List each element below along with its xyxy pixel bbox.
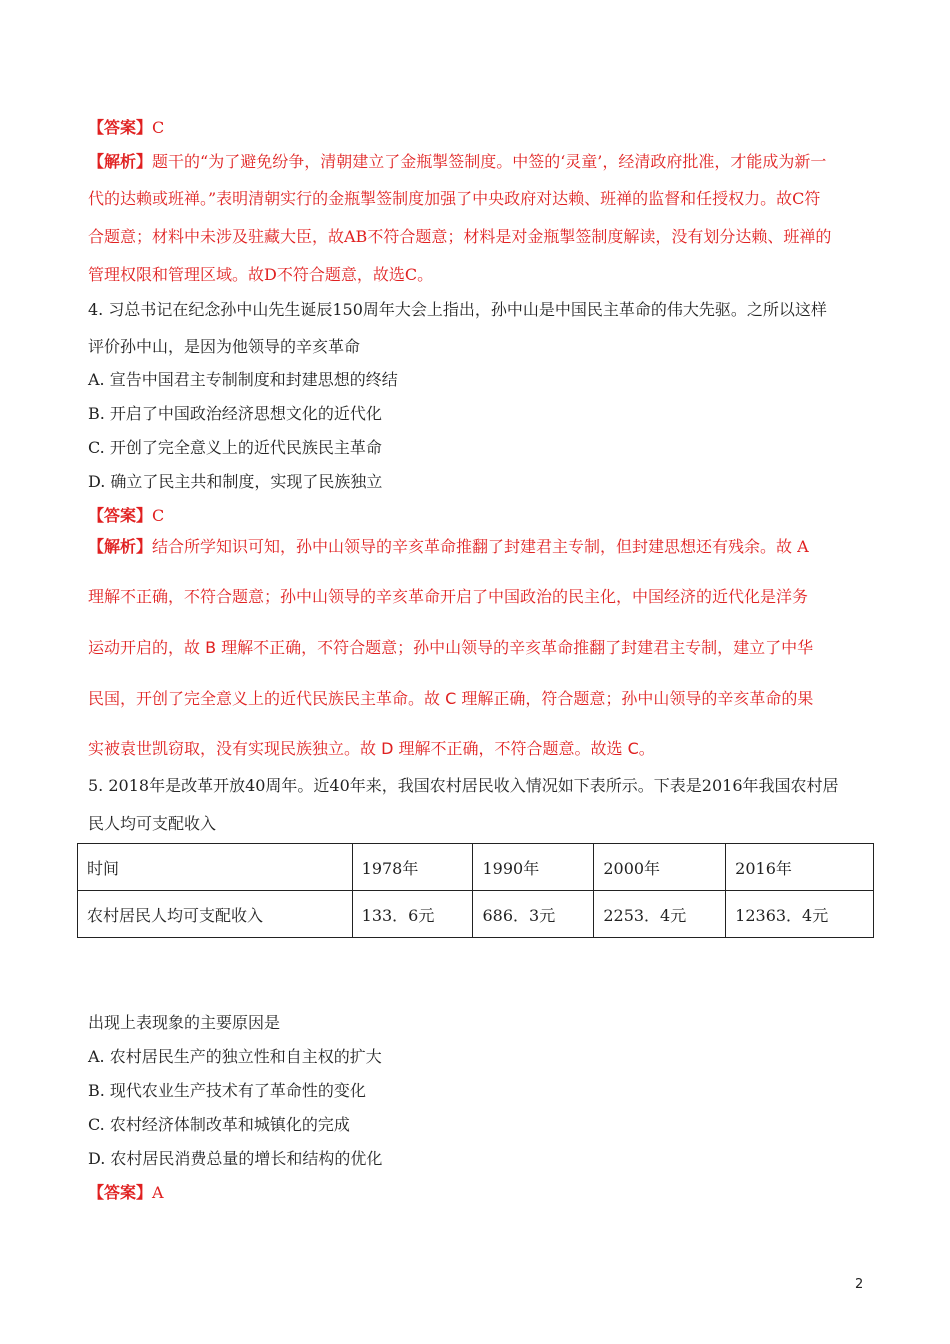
table-header-cell: 2016年 — [726, 844, 874, 891]
q5-option-c: C. 农村经济体制改革和城镇化的完成 — [88, 1115, 350, 1134]
q5-answer: 【答案】A — [88, 1183, 164, 1202]
table-header-cell: 1978年 — [352, 844, 473, 891]
q3-answer: 【答案】C — [88, 118, 165, 137]
income-table — [77, 843, 874, 938]
table-header-cell: 时间 — [78, 844, 353, 891]
table-header-row — [78, 844, 874, 891]
q5-stem-line-1: 5. 2018年是改革开放40周年。近40年来，我国农村居民收入情况如下表所示。下表是2016年我国农村居 — [88, 776, 839, 795]
q4-analysis-line-1: 【解析】结合所学知识可知，孙中山领导的辛亥革命推翻了封建君主专制，但封建思想还有残余。故 A — [88, 537, 809, 556]
table-row — [78, 891, 874, 938]
q4-stem-line-2: 评价孙中山，是因为他领导的辛亥革命 — [88, 337, 361, 356]
q3-analysis-line-1: 【解析】题干的“为了避免纷争，清朝建立了金瓶掣签制度。中签的‘灵童’，经清政府批准，才能成为新一 — [88, 152, 827, 171]
q4-answer: 【答案】C — [88, 506, 165, 525]
table-cell: 133．6元 — [352, 891, 473, 938]
table-cell: 12363．4元 — [726, 891, 874, 938]
q4-option-c: C. 开创了完全意义上的近代民族民主革命 — [88, 438, 382, 457]
q3-analysis-line-4: 管理权限和管理区域。故D不符合题意，故选C。 — [88, 265, 434, 284]
q4-analysis-line-3: 运动开启的，故 B 理解不正确，不符合题意；孙中山领导的辛亥革命推翻了封建君主专制，建立了中华 — [88, 638, 814, 657]
table-cell: 686．3元 — [473, 891, 594, 938]
q4-analysis-line-2: 理解不正确，不符合题意；孙中山领导的辛亥革命开启了中国政治的民主化，中国经济的近代化是洋务 — [88, 587, 809, 606]
table-header-cell: 2000年 — [594, 844, 726, 891]
q4-option-d: D. 确立了民主共和制度，实现了民族独立 — [88, 472, 383, 491]
q5-stem-line-2: 民人均可支配收入 — [88, 814, 217, 833]
q5-option-a: A. 农村居民生产的独立性和自主权的扩大 — [88, 1047, 382, 1066]
q4-stem-line-1: 4. 习总书记在纪念孙中山先生诞辰150周年大会上指出，孙中山是中国民主革命的伟大先驱。之所以这样 — [88, 300, 827, 319]
q4-option-a: A. 宣告中国君主专制制度和封建思想的终结 — [88, 370, 398, 389]
q4-analysis-line-5: 实被袁世凯窃取，没有实现民族独立。故 D 理解不正确，不符合题意。故选 C。 — [88, 739, 655, 758]
q5-question: 出现上表现象的主要原因是 — [88, 1013, 281, 1032]
table-cell: 2253．4元 — [594, 891, 726, 938]
table-cell: 农村居民人均可支配收入 — [78, 891, 353, 938]
q3-analysis-line-2: 代的达赖或班禅。”表明清朝实行的金瓶掣签制度加强了中央政府对达赖、班禅的监督和任授权力。故C符 — [88, 189, 821, 208]
q5-option-d: D. 农村居民消费总量的增长和结构的优化 — [88, 1149, 383, 1168]
q5-option-b: B. 现代农业生产技术有了革命性的变化 — [88, 1081, 366, 1100]
table-header-cell: 1990年 — [473, 844, 594, 891]
q3-analysis-line-3: 合题意；材料中未涉及驻藏大臣，故AB不符合题意；材料是对金瓶掣签制度解读，没有划分达赖、班禅的 — [88, 227, 832, 246]
page-number: 2 — [855, 1277, 864, 1292]
q4-analysis-line-4: 民国，开创了完全意义上的近代民族民主革命。故 C 理解正确，符合题意；孙中山领导的辛亥革命的果 — [88, 689, 814, 708]
q4-option-b: B. 开启了中国政治经济思想文化的近代化 — [88, 404, 382, 423]
